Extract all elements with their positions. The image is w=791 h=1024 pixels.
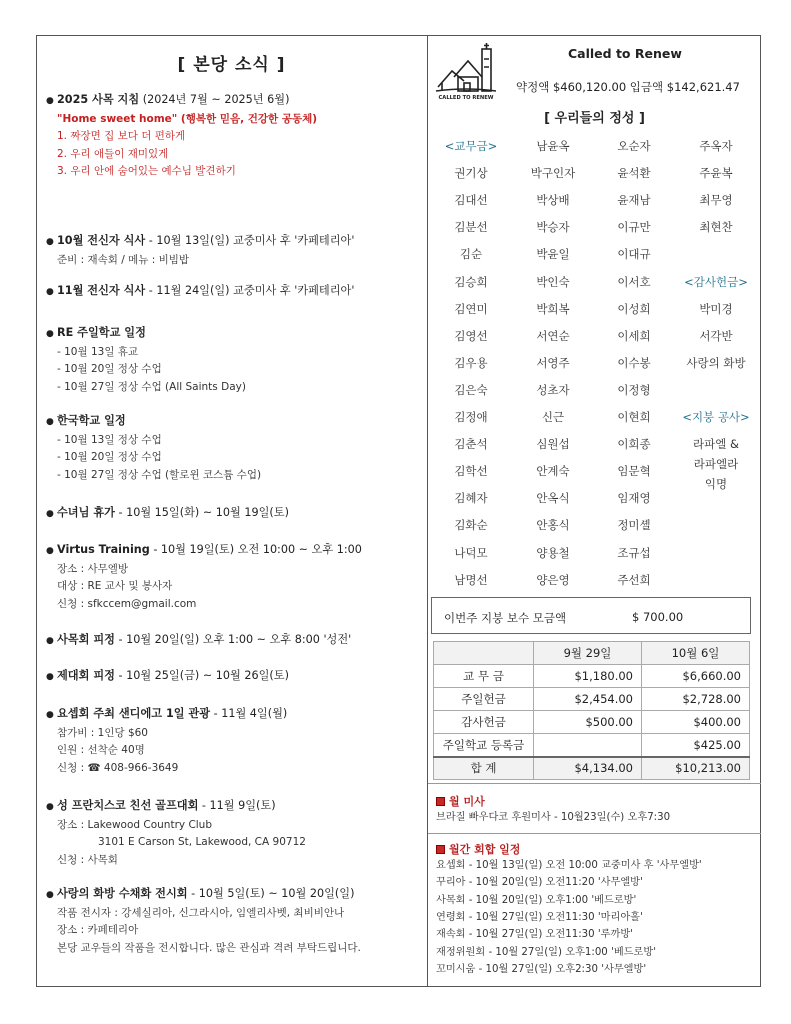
announcement-detail: 2. 우리 애들이 재미있게 <box>57 147 169 160</box>
donor-name: 박윤일 <box>536 247 570 262</box>
meetings-title <box>436 841 520 857</box>
donor-name: 이서호 <box>617 274 651 289</box>
bullet-icon: ● <box>46 890 54 900</box>
announcement-detail: - 10월 27일 정상 수업 (할로윈 코스튬 수업) <box>57 468 262 481</box>
announcement-detail: - 10월 20일 정상 수업 <box>57 451 162 463</box>
announcement-detail: - 10월 27일 정상 수업 (All Saints Day) <box>57 380 246 393</box>
announcement-date: - 11월 4일(월) <box>210 707 288 720</box>
announcement-date: - 11월 24일(일) 교중미사 후 '카페테리아' <box>145 284 355 297</box>
announcement-heading <box>46 797 424 817</box>
table-total-label: 합 계 <box>434 757 534 780</box>
roof-fund-amount: $ 700.00 <box>632 610 684 624</box>
monthly-mass-title-text: 월 미사 <box>449 795 485 808</box>
donor-name: 라파엘 & <box>693 437 739 451</box>
left-column <box>36 35 427 987</box>
announcement-detail: 장소 : 사무엘방 <box>57 562 129 575</box>
table-total-row <box>434 757 750 780</box>
table-cell-value: $500.00 <box>534 711 642 734</box>
announcement-item <box>46 541 424 613</box>
meeting-line: 재정위원회 - 10월 27일(일) 오후1:00 '베드로방' <box>436 946 656 958</box>
announcement-detail: 준비 : 재속회 / 메뉴 : 비빔밥 <box>57 253 190 266</box>
table-total-value: $10,213.00 <box>642 757 750 780</box>
announcement-item <box>46 885 424 957</box>
announcement-heading <box>46 412 424 432</box>
announcement-detail: - 10월 13일 휴교 <box>57 345 139 358</box>
donor-name: 김연미 <box>454 301 488 316</box>
table-row <box>434 711 750 734</box>
meetings-title-text: 월간 회합 일정 <box>449 843 521 856</box>
donor-name: 박희복 <box>536 301 570 316</box>
announcement-item <box>46 667 424 687</box>
category-label: <지붕 공사> <box>682 410 750 424</box>
announcement-heading <box>46 504 424 524</box>
announcement-detail: 참가비 : 1인당 $60 <box>57 726 148 739</box>
table-total-value: $4,134.00 <box>534 757 642 780</box>
donor-name: 이성희 <box>617 301 651 316</box>
announcement-item <box>46 282 424 302</box>
announcement-item <box>46 91 424 181</box>
announcement-title: 10월 전신자 식사 <box>57 234 146 247</box>
table-cell-label: 주일학교 등록금 <box>434 734 534 757</box>
donor-name: 이규만 <box>617 220 651 235</box>
logo-text: CALLED TO RENEW <box>438 95 494 101</box>
announcement-detail: "Home sweet home" (행복한 믿음, 건강한 공동체) <box>57 112 318 125</box>
bullet-icon: ● <box>46 636 54 646</box>
table-cell-label: 감사헌금 <box>434 711 534 734</box>
donor-name: 김영선 <box>454 328 488 343</box>
announcement-item <box>46 797 424 869</box>
announcement-heading <box>46 282 424 302</box>
donor-name: 최현찬 <box>699 220 733 235</box>
meeting-line: 사목회 - 10월 20일(일) 오후1:00 '베드로방' <box>436 894 637 906</box>
announcement-detail: 신청 : 사목회 <box>57 853 118 866</box>
announcement-date: - 10월 15일(화) ~ 10월 19일(토) <box>114 506 289 519</box>
bullet-icon: ● <box>46 287 54 297</box>
announcement-detail: 신청 : ☎ 408-966-3649 <box>57 761 179 774</box>
donor-name: 김혜자 <box>454 491 488 506</box>
announcement-heading <box>46 91 424 111</box>
donor-name: 임문혁 <box>617 464 651 479</box>
donor-name: 김순 <box>459 247 483 262</box>
donor-name: 김화순 <box>454 518 488 533</box>
announcement-detail: 대상 : RE 교사 및 봉사자 <box>57 580 173 592</box>
donor-name: 정미셸 <box>617 518 651 533</box>
table-cell-label: 교 무 금 <box>434 665 534 688</box>
donor-name: 서각반 <box>699 328 733 343</box>
meeting-line: 연령회 - 10월 27일(일) 오전11:30 '마리아홀' <box>436 911 643 923</box>
table-cell-value: $425.00 <box>642 734 750 757</box>
bullet-icon: ● <box>46 509 54 519</box>
announcement-heading <box>46 541 424 561</box>
monthly-mass-line: 브라질 빠우다코 후원미사 - 10월23일(수) 오후7:30 <box>436 812 671 823</box>
announcement-heading <box>46 232 424 252</box>
donor-name: 이대규 <box>617 247 651 262</box>
donor-name: 양용철 <box>536 545 570 560</box>
table-cell-value <box>534 734 642 757</box>
announcement-detail: 인원 : 선착순 40명 <box>57 744 145 756</box>
donor-name: 성초자 <box>536 382 570 397</box>
donor-name: 박인숙 <box>536 274 570 289</box>
donor-name: 안계숙 <box>536 464 570 479</box>
announcement-date: - 10월 20일(일) 오후 1:00 ~ 오후 8:00 '성전' <box>114 633 352 646</box>
announcement-item <box>46 631 424 651</box>
donor-name: 박미경 <box>699 301 733 316</box>
announcement-item <box>46 412 424 484</box>
donor-name: 서영주 <box>536 355 570 370</box>
announcement-detail: 작품 전시자 : 강세실리아, 신그라시아, 임엘리사벳, 최비비안나 <box>57 906 345 919</box>
table-cell-value: $1,180.00 <box>534 665 642 688</box>
donor-name: 심원섭 <box>536 437 570 452</box>
roof-fund-label: 이번주 지붕 보수 모금액 <box>444 611 567 625</box>
bullet-icon: ● <box>46 237 54 247</box>
donor-name: 김춘석 <box>454 437 488 452</box>
announcement-date: - 10월 25일(금) ~ 10월 26일(토) <box>114 669 289 682</box>
org-name: Called to Renew <box>568 46 682 61</box>
announcement-date: - 10월 19일(토) 오전 10:00 ~ 오후 1:00 <box>149 543 362 556</box>
donor-name: 남명선 <box>454 572 488 587</box>
announcement-date: (2024년 7월 ~ 2025년 6월) <box>139 93 290 106</box>
donor-name: 이현희 <box>617 410 651 424</box>
donor-name: 박승자 <box>536 220 570 235</box>
offerings-section-title: [ 우리들의 정성 ] <box>544 111 645 126</box>
table-cell-label: 주일헌금 <box>434 688 534 711</box>
announcement-item <box>46 504 424 524</box>
donor-name: 신근 <box>541 410 565 424</box>
donor-name: 윤재남 <box>617 193 651 208</box>
donor-name: 김은숙 <box>454 382 488 397</box>
church-logo-icon <box>434 41 498 101</box>
announcement-title: 사목회 피정 <box>57 633 115 646</box>
donor-name: 김정애 <box>454 410 488 424</box>
announcement-heading <box>46 631 424 651</box>
donor-name: 윤석환 <box>617 166 651 181</box>
donor-name: 오순자 <box>617 139 651 153</box>
announcement-title: 제대회 피정 <box>57 669 115 682</box>
announcement-detail: 3. 우리 안에 숨어있는 예수님 발견하기 <box>57 165 236 177</box>
announcement-title: 11월 전신자 식사 <box>57 284 146 297</box>
offering-table <box>433 641 750 780</box>
meeting-line: 꾸리아 - 10월 20일(일) 오전11:20 '사무엘방' <box>436 877 643 889</box>
table-header-cell <box>434 642 534 665</box>
bullet-icon: ● <box>46 672 54 682</box>
announcement-heading <box>46 324 424 344</box>
donor-name: 나덕모 <box>454 545 488 560</box>
announcement-heading <box>46 885 424 905</box>
table-cell-value: $400.00 <box>642 711 750 734</box>
announcement-title: 사랑의 화방 수채화 전시회 <box>57 887 188 900</box>
donor-name: 서연순 <box>536 328 570 343</box>
table-cell-value: $2,728.00 <box>642 688 750 711</box>
bullet-icon: ● <box>46 329 54 339</box>
announcement-title: 성 프란치스코 친선 골프대회 <box>57 799 199 812</box>
meeting-line: 꼬미시움 - 10월 27일(일) 오후2:30 '사무엘방' <box>436 963 647 975</box>
donor-name: 이희종 <box>617 437 651 452</box>
red-square-icon <box>436 845 445 854</box>
announcement-date: - 10월 5일(토) ~ 10월 20일(일) <box>187 887 355 900</box>
donor-name: 박상배 <box>536 193 570 208</box>
announcement-date: - 10월 13일(일) 교중미사 후 '카페테리아' <box>145 234 355 247</box>
announcement-detail: - 10월 20일 정상 수업 <box>57 363 162 375</box>
announcement-title: 요셉회 주최 샌디에고 1일 관광 <box>57 707 211 720</box>
announcement-item <box>46 232 424 269</box>
monthly-mass-title <box>436 793 485 809</box>
announcement-heading <box>46 667 424 687</box>
announcement-detail: 장소 : 카페테리아 <box>57 924 139 936</box>
announcement-title: 수녀님 휴가 <box>57 506 115 519</box>
donor-name: 김학선 <box>454 464 488 479</box>
table-row <box>434 734 750 757</box>
bullet-icon: ● <box>46 96 54 106</box>
donor-name: 남윤옥 <box>536 139 570 153</box>
table-cell-value: $6,660.00 <box>642 665 750 688</box>
donor-name: 익명 <box>704 477 728 491</box>
announcement-detail: 신청 : sfkccem@gmail.com <box>57 597 197 610</box>
section-divider <box>428 833 761 834</box>
bullet-icon: ● <box>46 417 54 427</box>
announcement-detail: - 10월 13일 정상 수업 <box>57 433 162 446</box>
donor-name: 김대선 <box>454 193 488 208</box>
donor-name: 김승희 <box>454 274 488 289</box>
left-title: [ 본당 소식 ] <box>177 55 286 75</box>
table-cell-value: $2,454.00 <box>534 688 642 711</box>
donor-name: 김분선 <box>454 220 488 235</box>
section-divider <box>428 783 761 784</box>
donor-name: 사랑의 화방 <box>686 355 746 370</box>
meeting-line: 요셉회 - 10월 13일(일) 오전 10:00 교중미사 후 '사무엘방' <box>436 860 702 871</box>
donor-name: 주옥자 <box>699 139 733 153</box>
table-header-row <box>434 642 750 665</box>
donor-name: 이수봉 <box>617 355 651 370</box>
donor-name: 안옥식 <box>536 491 570 506</box>
table-row <box>434 665 750 688</box>
table-header-cell: 10월 6일 <box>642 642 750 665</box>
announcement-item <box>46 324 424 396</box>
donor-name: 안홍식 <box>536 518 570 533</box>
announcement-detail: 장소 : Lakewood Country Club <box>57 818 213 831</box>
donor-name: 조규섭 <box>617 545 651 560</box>
announcement-detail: 1. 짜장면 집 보다 더 편하게 <box>57 130 186 142</box>
announcement-title: 한국학교 일정 <box>57 414 126 427</box>
red-square-icon <box>436 797 445 806</box>
announcement-title: RE 주일학교 일정 <box>57 326 146 339</box>
category-label: <교무금> <box>444 139 498 153</box>
announcement-item <box>46 705 424 777</box>
donor-name: 주윤복 <box>699 166 733 181</box>
donor-name: 주선희 <box>617 572 651 587</box>
announcement-title: Virtus Training <box>57 543 150 556</box>
bullet-icon: ● <box>46 546 54 556</box>
roof-fund-box <box>431 597 751 634</box>
donor-name: 이정형 <box>617 382 651 397</box>
donor-name: 박구인자 <box>530 166 576 181</box>
table-row <box>434 688 750 711</box>
meeting-line: 재속회 - 10월 27일(일) 오전11:30 '루까방' <box>436 929 633 941</box>
announcement-heading <box>46 705 424 725</box>
right-column <box>428 35 761 987</box>
table-header-cell: 9월 29일 <box>534 642 642 665</box>
donor-name: 임재영 <box>617 491 651 506</box>
pledge-summary: 약정액 $460,120.00 입금액 $142,621.47 <box>516 80 740 94</box>
donor-name: 김우용 <box>454 355 488 370</box>
announcement-title: 2025 사목 지침 <box>57 93 140 106</box>
donor-name: 권기상 <box>454 166 488 181</box>
donor-name: 양은영 <box>536 572 570 587</box>
announcement-detail: 3101 E Carson St, Lakewood, CA 90712 <box>98 836 306 848</box>
donor-name: 라파엘라 <box>693 457 739 471</box>
donor-name: 최무영 <box>699 193 733 208</box>
bullet-icon: ● <box>46 802 54 812</box>
bullet-icon: ● <box>46 710 54 720</box>
announcement-date: - 11월 9일(토) <box>198 799 276 812</box>
announcement-detail: 본당 교우들의 작품을 전시합니다. 많은 관심과 격려 부탁드립니다. <box>57 941 361 954</box>
donor-name: 이세희 <box>617 328 651 343</box>
category-label: <감사헌금> <box>684 274 748 289</box>
